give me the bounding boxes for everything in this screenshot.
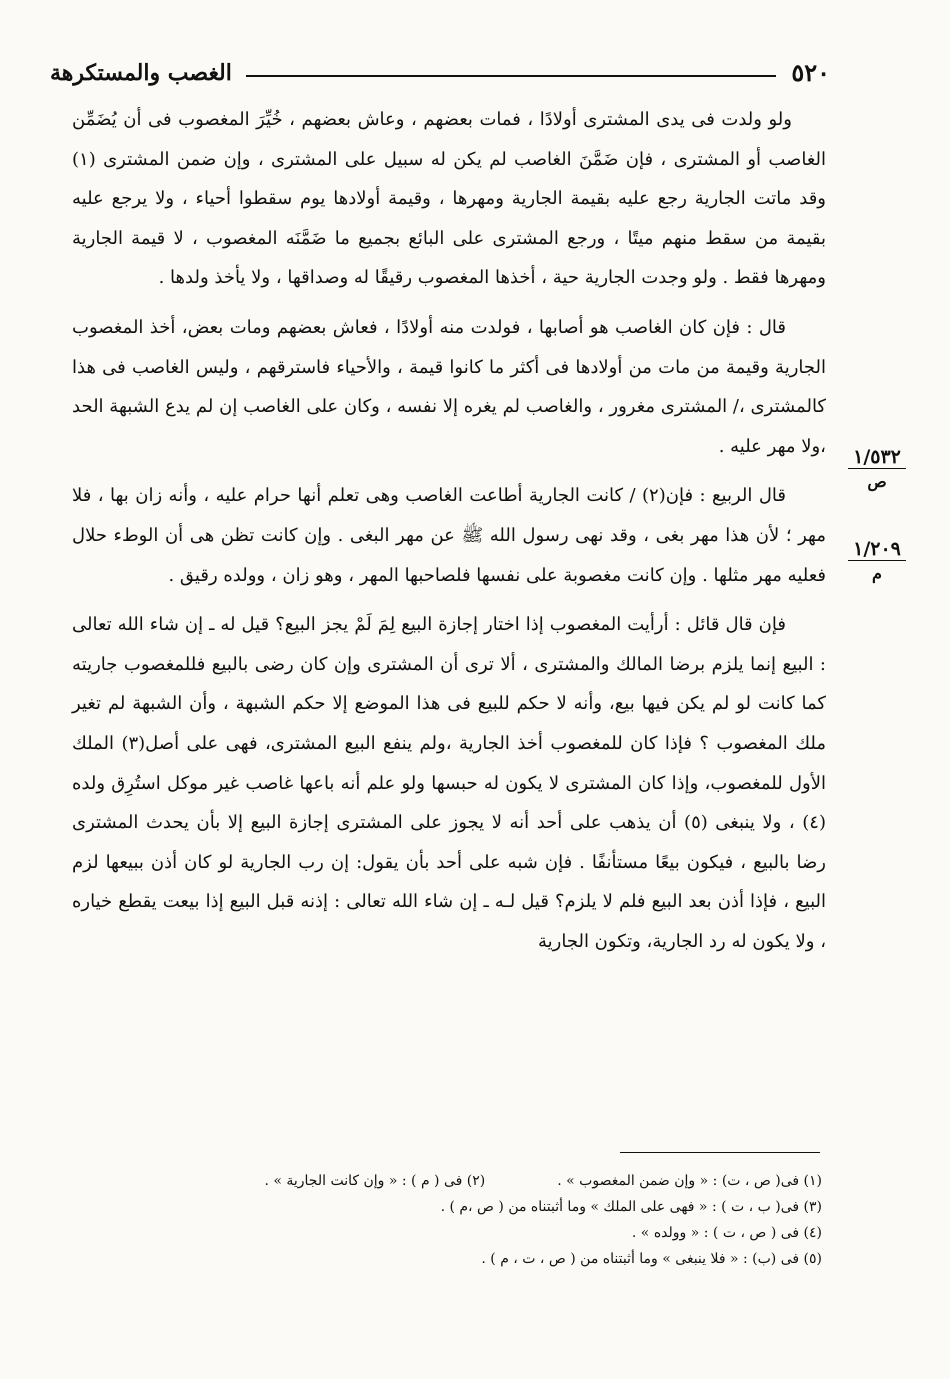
footnote-rule	[620, 1152, 820, 1153]
paragraph: ولو ولدت فى يدى المشترى أولادًا ، فمات بعضهم ، وعاش بعضهم ، خُيِّرَ المغصوب فى أن يُضَمِّن الغاصب أو المشترى ، فإن ضَمَّنَ الغاصب لم يكن له سبيل على المشترى ، وإن ضمن المشترى (١) وقد ماتت الجارية رجع عليه بقيمة الجارية ومهرها ، وقيمة أولادها يوم سقطوا أحياء ، ولا يرجع عليه بقيمة من سقط منهم ميتًا ، ورجع المشترى على البائع بجميع ما ضَمَّنَه المغصوب ، لا قيمة الجارية ومهرها فقط . ولو وجدت الجارية حية ، أخذها المغصوب رقيقًا له وصداقها ، ولا يأخذ ولدها .	[72, 109, 826, 289]
margin-reference	[842, 446, 912, 493]
footnote: (١) فى( ص ، ت) : « وإن ضمن المغصوب » .	[557, 1173, 822, 1189]
footnote: (٢) فى ( م ) : « وإن كانت الجارية » .	[264, 1173, 486, 1189]
page-number: ٥٢٠	[791, 58, 830, 87]
running-title: الغصب والمستكرهة	[50, 60, 232, 86]
paragraph: فإن قال قائل : أرأيت المغصوب إذا اختار إجازة البيع لِمَ لَمْ يجز البيع؟ قيل له ـ إن شاء الله تعالى : البيع إنما يلزم برضا المالك والمشترى ، ألا ترى أن المشترى وإن كان رضى بالبيع فللمغصوب جاريته كما كانت لو لم يكن فيها بيع، وأنه لا حكم للبيع فى هذا الموضع إلا حكم الشبهة ، وأن الشبهة لم تغير ملك المغصوب ؟ فإذا كان للمغصوب أخذ الجارية ،ولم ينفع البيع المشترى، فهى على أصل(٣) الملك الأول للمغصوب، وإذا كان المشترى لا يكون له حبسها ولو علم أنه باعها غاصب غير موكل استُرِق ولده (٤) ، ولا ينبغى (٥) أن يذهب على أحد أنه لا يجوز على المشترى إجازة البيع إلا بأن يحدث المشترى رضا بالبيع ، فيكون بيعًا مستأنفًا . فإن شبه على أحد بأن يقول: إن رب الجارية لو كان أذن ببيعها لزم البيع ، فإذا أذن بعد البيع فلم لا يلزم؟ قيل لـه ـ إن شاء الله تعالى : إذنه قبل البيع إذا بيعت يقطع خياره ، ولا يكون له رد الجارية، وتكون الجارية	[72, 614, 827, 952]
footnote: (٣) فى( ب ، ت ) : « فهى على الملك » وما أثبتناه من ( ص ،م ) .	[440, 1199, 822, 1215]
margin-reference	[842, 538, 912, 585]
margin-reference-source: ص	[848, 468, 906, 493]
footnote-row	[60, 1168, 822, 1194]
footnote: (٤) فى ( ص ، ت ) : « وولده » .	[631, 1225, 822, 1241]
header-rule	[246, 75, 776, 77]
footnote-row	[60, 1220, 822, 1246]
footnote-row	[60, 1246, 822, 1272]
margin-reference-number: ١/٢٠٩	[853, 538, 901, 560]
footnote: (٥) فى (ب) : « فلا ينبغى » وما أثبتناه من ( ص ، ت ، م ) .	[481, 1251, 822, 1267]
page-header	[50, 58, 830, 88]
paragraph: قال الربيع : فإن(٢) / كانت الجارية أطاعت الغاصب وهى تعلم أنها حرام عليه ، وأنه زان بها ، فلا مهر ؛ لأن هذا مهر بغى ، وقد نهى رسول الله ﷺ عن مهر البغى . وإن كانت تظن هى أن الوطء حلال فعليه مهر مثلها . وإن كانت مغصوبة على نفسها فلصاحبها المهر ، وهو زان ، وولده رقيق .	[72, 485, 826, 586]
paragraph: قال : فإن كان الغاصب هو أصابها ، فولدت منه أولادًا ، فعاش بعضهم ومات بعض، أخذ المغصوب الجارية وقيمة من مات من أولادها فى أكثر ما كانوا قيمة ، والأحياء فاسترقهم ، وليس الغاصب فى هذا كالمشترى ،/ المشترى مغرور ، والغاصب لم يغره إلا نفسه ، وكان على الغاصب إن لم يدع الشبهة الحد ،ولا مهر عليه .	[72, 316, 826, 457]
margin-reference-source: م	[848, 560, 906, 585]
margin-reference-number: ١/٥٣٢	[853, 446, 901, 468]
footnote-row	[60, 1194, 822, 1220]
main-text	[72, 100, 826, 971]
footnotes	[60, 1168, 822, 1272]
